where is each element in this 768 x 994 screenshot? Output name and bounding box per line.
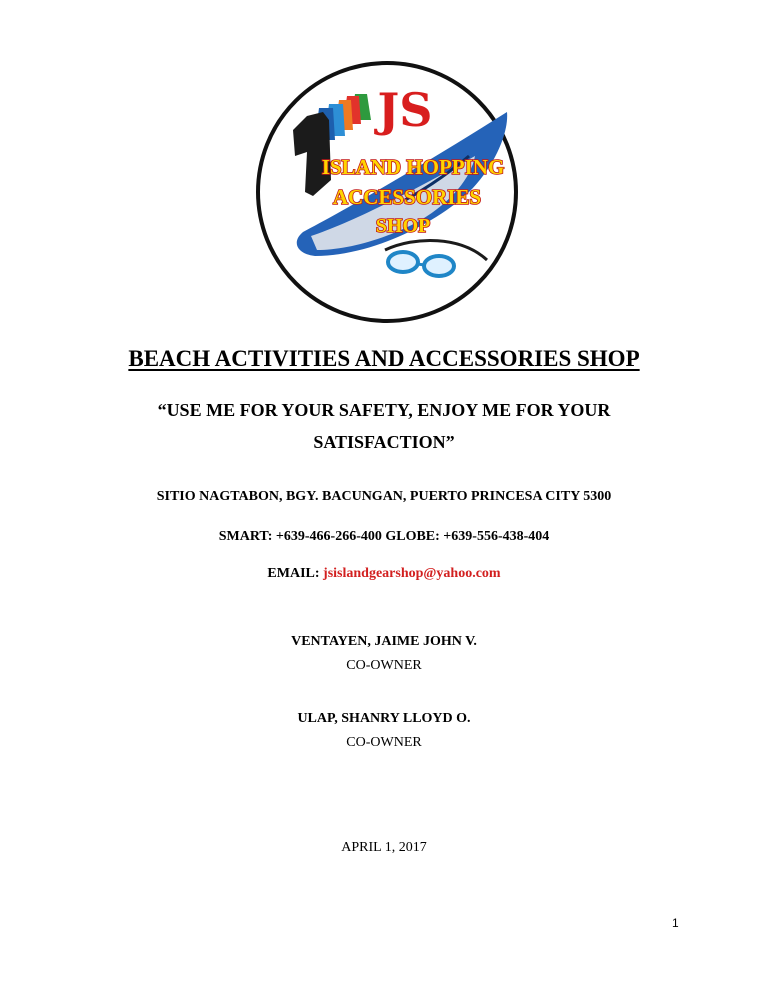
page-number: 1 xyxy=(672,916,679,930)
owner-role-1: CO-OWNER xyxy=(346,658,422,673)
phone-numbers: SMART: +639-466-266-400 GLOBE: +639-556-438-404 xyxy=(218,529,550,544)
logo-line-1: ISLAND HOPPING xyxy=(321,155,505,179)
shop-logo xyxy=(255,60,519,324)
tagline-line-1: “USE ME FOR YOUR SAFETY, ENJOY ME FOR YOUR xyxy=(157,400,611,420)
logo-monogram: JS xyxy=(377,83,433,137)
logo-line-3: SHOP xyxy=(375,215,431,237)
tagline-line-2: SATISFACTION” xyxy=(313,432,455,452)
email-line xyxy=(0,566,768,582)
owner-role-2: CO-OWNER xyxy=(346,735,422,750)
email-label: EMAIL: xyxy=(267,566,320,581)
owner-name-1: VENTAYEN, JAIME JOHN V. xyxy=(291,634,477,649)
document-title: BEACH ACTIVITIES AND ACCESSORIES SHOP xyxy=(128,346,640,371)
email-address[interactable]: jsislandgearshop@yahoo.com xyxy=(323,566,501,581)
document-date: APRIL 1, 2017 xyxy=(341,840,427,855)
logo-line-2: ACCESSORIES xyxy=(332,185,482,209)
shop-address: SITIO NAGTABON, BGY. BACUNGAN, PUERTO PRINCESA CITY 5300 xyxy=(156,489,612,504)
owner-name-2: ULAP, SHANRY LLOYD O. xyxy=(297,711,471,726)
shop-logo-graphic xyxy=(255,60,519,324)
